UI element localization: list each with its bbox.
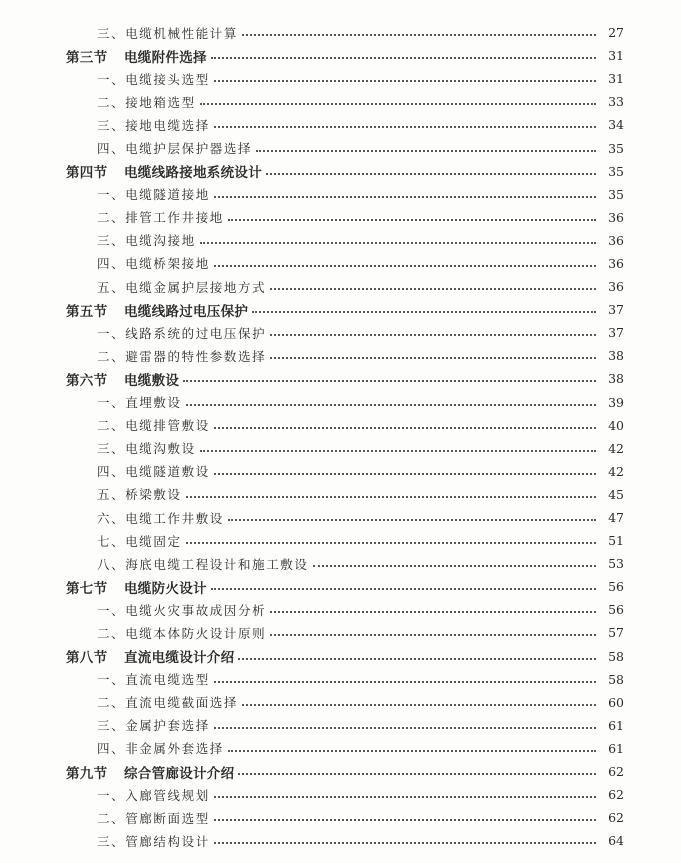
toc-entry-title: 二、避雷器的特性参数选择 — [97, 348, 267, 364]
toc-entry-title: 一、直埋敷设 — [97, 395, 182, 411]
section-number: 第四节 — [66, 165, 108, 182]
toc-entry-title: 二、直流电缆截面选择 — [97, 695, 239, 711]
toc-entry-title: 四、非金属外套选择 — [97, 741, 224, 757]
toc-entry-title — [66, 762, 234, 782]
toc-entry-row[interactable] — [0, 344, 681, 367]
toc-entry-title: 三、管廊结构设计 — [97, 833, 210, 849]
toc-entry-row[interactable] — [0, 829, 681, 852]
page-number: 37 — [608, 325, 624, 341]
toc-entry-title: 一、电缆接头选型 — [97, 71, 210, 87]
toc-entry-row[interactable] — [0, 437, 681, 460]
toc-entry-row[interactable] — [0, 483, 681, 506]
dot-leader — [214, 195, 596, 198]
page-number: 40 — [608, 417, 624, 433]
toc-entry-row[interactable] — [0, 90, 681, 113]
page-number: 62 — [608, 810, 624, 826]
toc-entry-title: 四、电缆桥架接地 — [97, 256, 210, 272]
page-number: 56 — [608, 579, 624, 595]
dot-leader — [214, 680, 596, 683]
toc-entry-row[interactable] — [0, 529, 681, 552]
toc-entry-row[interactable] — [0, 21, 681, 44]
toc-entry-row[interactable] — [0, 668, 681, 691]
dot-leader — [186, 495, 596, 498]
toc-entry-title: 四、电缆隧道敷设 — [97, 464, 210, 480]
page-number: 33 — [608, 94, 624, 110]
toc-entry-title: 八、海底电缆工程设计和施工敷设 — [97, 556, 309, 572]
page-number: 61 — [608, 740, 624, 756]
dot-leader — [214, 472, 596, 475]
dot-leader — [200, 241, 596, 244]
page-number: 36 — [608, 209, 624, 225]
toc-entry-title: 二、管廊断面选型 — [97, 810, 210, 826]
page-number: 53 — [608, 556, 624, 572]
dot-leader — [214, 264, 596, 267]
page-number: 35 — [608, 163, 624, 179]
section-number: 第九节 — [66, 765, 108, 782]
toc-entry-row[interactable] — [0, 806, 681, 829]
toc-entry-row[interactable] — [0, 321, 681, 344]
toc-entry-title: 一、线路系统的过电压保护 — [97, 325, 267, 341]
dot-leader — [270, 633, 596, 636]
dot-leader — [270, 356, 596, 359]
page-number: 37 — [608, 302, 624, 318]
dot-leader — [270, 287, 596, 290]
dot-leader — [228, 218, 596, 221]
toc-entry-title: 六、电缆工作井敷设 — [97, 510, 224, 526]
toc-entry-title: 一、电缆火灾事故成因分析 — [97, 602, 267, 618]
section-title: 电缆防火设计 — [124, 580, 207, 597]
page-number: 60 — [608, 694, 624, 710]
section-title: 电缆线路接地系统设计 — [124, 165, 262, 182]
dot-leader — [238, 772, 596, 775]
section-number: 第六节 — [66, 372, 108, 389]
page-number: 35 — [608, 140, 624, 156]
toc-entry-title: 一、电缆隧道接地 — [97, 187, 210, 203]
toc-entry-row[interactable] — [0, 691, 681, 714]
toc-entry-row[interactable] — [0, 552, 681, 575]
toc-entry-title: 三、接地电缆选择 — [97, 117, 210, 133]
toc-entry-row[interactable] — [0, 414, 681, 437]
page-number: 38 — [608, 371, 624, 387]
toc-entry-title: 二、电缆本体防火设计原则 — [97, 625, 267, 641]
toc-section-row[interactable] — [0, 645, 681, 668]
section-title: 直流电缆设计介绍 — [124, 650, 235, 667]
section-title: 电缆线路过电压保护 — [124, 303, 249, 320]
page-number: 64 — [608, 833, 624, 849]
dot-leader — [214, 79, 596, 82]
dot-leader — [200, 102, 596, 105]
page-number: 36 — [608, 232, 624, 248]
toc-entry-row[interactable] — [0, 391, 681, 414]
toc-entry-title — [66, 369, 179, 389]
toc-entry-title: 三、金属护套选择 — [97, 718, 210, 734]
section-number: 第八节 — [66, 650, 108, 667]
toc-entry-row[interactable] — [0, 621, 681, 644]
toc-entry-title: 二、电缆排管敷设 — [97, 418, 210, 434]
page-number: 62 — [608, 787, 624, 803]
dot-leader — [313, 564, 596, 567]
toc-entry-row[interactable] — [0, 183, 681, 206]
section-number: 第五节 — [66, 303, 108, 320]
dot-leader — [242, 703, 596, 706]
toc-entry-row[interactable] — [0, 506, 681, 529]
toc-entry-title — [66, 161, 262, 181]
toc-section-row[interactable] — [0, 367, 681, 390]
dot-leader — [228, 518, 596, 521]
dot-leader — [252, 310, 596, 313]
page-number: 39 — [608, 394, 624, 410]
toc-entry-row[interactable] — [0, 275, 681, 298]
toc-entry-title: 五、电缆金属护层接地方式 — [97, 279, 267, 295]
toc-entry-row[interactable] — [0, 136, 681, 159]
dot-leader — [186, 403, 596, 406]
section-title: 综合管廊设计介绍 — [124, 765, 235, 782]
toc-entry-title: 三、电缆沟接地 — [97, 233, 196, 249]
page-number: 58 — [608, 671, 624, 687]
dot-leader — [214, 426, 596, 429]
page-number: 42 — [608, 463, 624, 479]
toc-entry-title: 二、排管工作井接地 — [97, 210, 224, 226]
toc-entry-title: 四、电缆护层保护器选择 — [97, 141, 253, 157]
page-number: 56 — [608, 602, 624, 618]
dot-leader — [211, 56, 596, 59]
toc-entry-row[interactable] — [0, 67, 681, 90]
toc-entry-row[interactable] — [0, 598, 681, 621]
dot-leader — [242, 33, 596, 36]
dot-leader — [214, 841, 596, 844]
dot-leader — [183, 379, 596, 382]
dot-leader — [214, 795, 596, 798]
toc-entry-row[interactable] — [0, 460, 681, 483]
section-title: 电缆附件选择 — [124, 49, 207, 66]
toc-entry-title — [66, 300, 248, 320]
dot-leader — [214, 125, 596, 128]
dot-leader — [228, 749, 596, 752]
page-number: 58 — [608, 648, 624, 664]
toc-entry-title: 七、电缆固定 — [97, 533, 182, 549]
toc-entry-row[interactable] — [0, 252, 681, 275]
dot-leader — [211, 587, 596, 590]
dot-leader — [270, 610, 596, 613]
page-number: 31 — [608, 48, 624, 64]
page-number: 35 — [608, 186, 624, 202]
toc-entry-row[interactable] — [0, 737, 681, 760]
page-number: 62 — [608, 764, 624, 780]
page-number: 51 — [608, 533, 624, 549]
toc-section-row[interactable] — [0, 160, 681, 183]
toc-entry-title: 二、接地箱选型 — [97, 94, 196, 110]
toc-section-row[interactable] — [0, 298, 681, 321]
toc-entry-row[interactable] — [0, 714, 681, 737]
dot-leader — [214, 726, 596, 729]
toc-entry-title: 三、电缆机械性能计算 — [97, 25, 239, 41]
section-number: 第三节 — [66, 49, 108, 66]
page-number: 57 — [608, 625, 624, 641]
toc-entry-title — [66, 577, 207, 597]
toc-entry-row[interactable] — [0, 206, 681, 229]
page-number: 38 — [608, 348, 624, 364]
toc-section-row[interactable] — [0, 760, 681, 783]
page-number: 47 — [608, 510, 624, 526]
dot-leader — [266, 172, 596, 175]
page-number: 36 — [608, 255, 624, 271]
dot-leader — [256, 149, 596, 152]
page-number: 61 — [608, 717, 624, 733]
dot-leader — [214, 818, 596, 821]
toc-entry-title — [66, 46, 207, 66]
toc-entry-title: 一、入廊管线规划 — [97, 787, 210, 803]
toc-entry-title: 三、电缆沟敷设 — [97, 441, 196, 457]
page-number: 36 — [608, 279, 624, 295]
section-number: 第七节 — [66, 580, 108, 597]
toc-section-row[interactable] — [0, 575, 681, 598]
page-number: 42 — [608, 440, 624, 456]
toc-entry-title — [66, 646, 234, 666]
dot-leader — [270, 333, 596, 336]
toc-entry-row[interactable] — [0, 113, 681, 136]
dot-leader — [200, 449, 596, 452]
toc-entry-title: 五、桥梁敷设 — [97, 487, 182, 503]
dot-leader — [238, 657, 596, 660]
toc-entry-row[interactable] — [0, 783, 681, 806]
page-number: 34 — [608, 117, 624, 133]
toc-entry-title: 一、直流电缆选型 — [97, 672, 210, 688]
page-number: 27 — [608, 25, 624, 41]
dot-leader — [186, 541, 596, 544]
table-of-contents — [0, 21, 681, 852]
page-number: 45 — [608, 486, 624, 502]
section-title: 电缆敷设 — [124, 372, 180, 389]
toc-section-row[interactable] — [0, 44, 681, 67]
toc-entry-row[interactable] — [0, 229, 681, 252]
page-number: 31 — [608, 71, 624, 87]
